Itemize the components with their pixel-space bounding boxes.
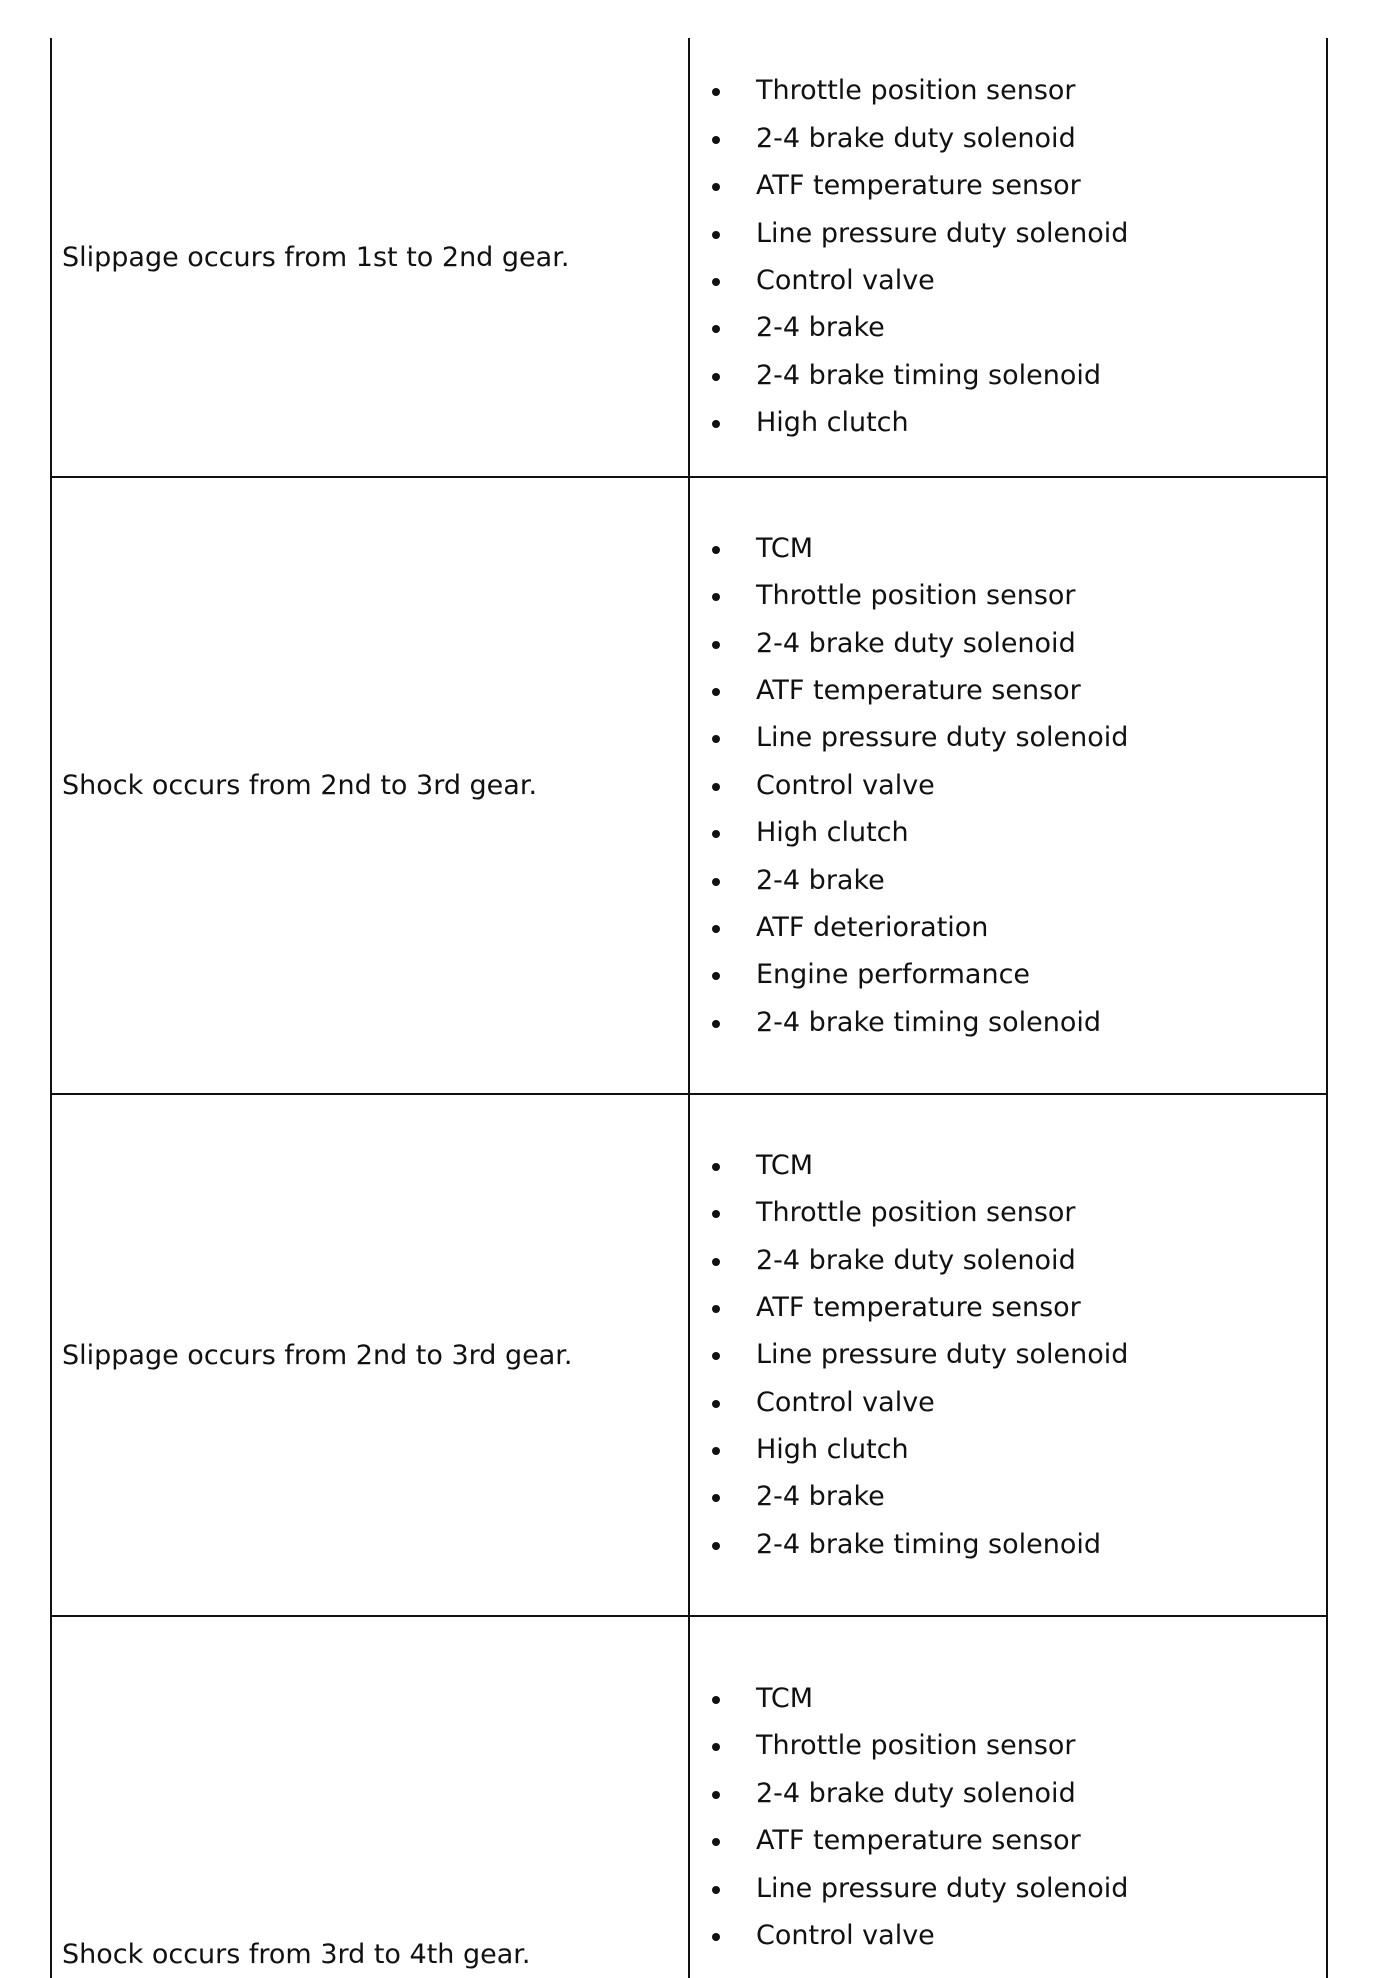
- cause-list: [690, 1142, 1128, 1569]
- list-item: Throttle position sensor: [706, 67, 1128, 114]
- causes-cell: [690, 38, 1326, 476]
- list-item: High clutch: [706, 399, 1128, 446]
- list-item: Control valve: [706, 1379, 1128, 1426]
- list-item: 2-4 brake timing solenoid: [706, 999, 1128, 1046]
- list-item: Throttle position sensor: [706, 572, 1128, 619]
- list-item: Control valve: [706, 1912, 1128, 1959]
- list-item: TCM: [706, 525, 1128, 572]
- list-item: 2-4 brake duty solenoid: [706, 1237, 1128, 1284]
- cause-list: [690, 67, 1128, 446]
- list-item: ATF temperature sensor: [706, 162, 1128, 209]
- list-item: ATF temperature sensor: [706, 1817, 1128, 1864]
- list-item: Control valve: [706, 257, 1128, 304]
- list-item: High clutch: [706, 1426, 1128, 1473]
- list-item: Throttle position sensor: [706, 1722, 1128, 1769]
- list-item: ATF temperature sensor: [706, 1284, 1128, 1331]
- symptom-text: Slippage occurs from 2nd to 3rd gear.: [62, 1339, 573, 1371]
- symptom-text: Shock occurs from 3rd to 4th gear.: [62, 1939, 531, 1970]
- list-item: Line pressure duty solenoid: [706, 210, 1128, 257]
- list-item: ATF temperature sensor: [706, 667, 1128, 714]
- list-item: 2-4 brake timing solenoid: [706, 352, 1128, 399]
- symptom-cell: [52, 38, 690, 476]
- causes-cell: [690, 1095, 1326, 1615]
- symptom-text: Shock occurs from 2nd to 3rd gear.: [62, 770, 538, 801]
- list-item: High clutch: [706, 809, 1128, 856]
- table-row: [52, 478, 1326, 1095]
- list-item: Control valve: [706, 762, 1128, 809]
- symptom-cell: [52, 1617, 690, 1978]
- list-item: 2-4 brake: [706, 1473, 1128, 1520]
- list-item: Engine performance: [706, 951, 1128, 998]
- symptom-text: Slippage occurs from 1st to 2nd gear.: [62, 241, 570, 273]
- list-item: Line pressure duty solenoid: [706, 714, 1128, 761]
- list-item: TCM: [706, 1675, 1128, 1722]
- cause-list: [690, 1675, 1128, 1959]
- list-item: Line pressure duty solenoid: [706, 1331, 1128, 1378]
- table-row: [52, 38, 1326, 478]
- table-row: [52, 1617, 1326, 1978]
- cause-list: [690, 525, 1128, 1046]
- list-item: 2-4 brake duty solenoid: [706, 620, 1128, 667]
- symptom-cell: [52, 478, 690, 1093]
- symptom-cell: [52, 1095, 690, 1615]
- list-item: Throttle position sensor: [706, 1189, 1128, 1236]
- list-item: 2-4 brake duty solenoid: [706, 1770, 1128, 1817]
- list-item: ATF deterioration: [706, 904, 1128, 951]
- list-item: TCM: [706, 1142, 1128, 1189]
- list-item: Line pressure duty solenoid: [706, 1865, 1128, 1912]
- symptom-cause-table: [50, 38, 1328, 1978]
- table-row: [52, 1095, 1326, 1617]
- list-item: 2-4 brake timing solenoid: [706, 1521, 1128, 1568]
- list-item: 2-4 brake duty solenoid: [706, 115, 1128, 162]
- list-item: 2-4 brake: [706, 304, 1128, 351]
- list-item: 2-4 brake: [706, 857, 1128, 904]
- causes-cell: [690, 1617, 1326, 1978]
- causes-cell: [690, 478, 1326, 1093]
